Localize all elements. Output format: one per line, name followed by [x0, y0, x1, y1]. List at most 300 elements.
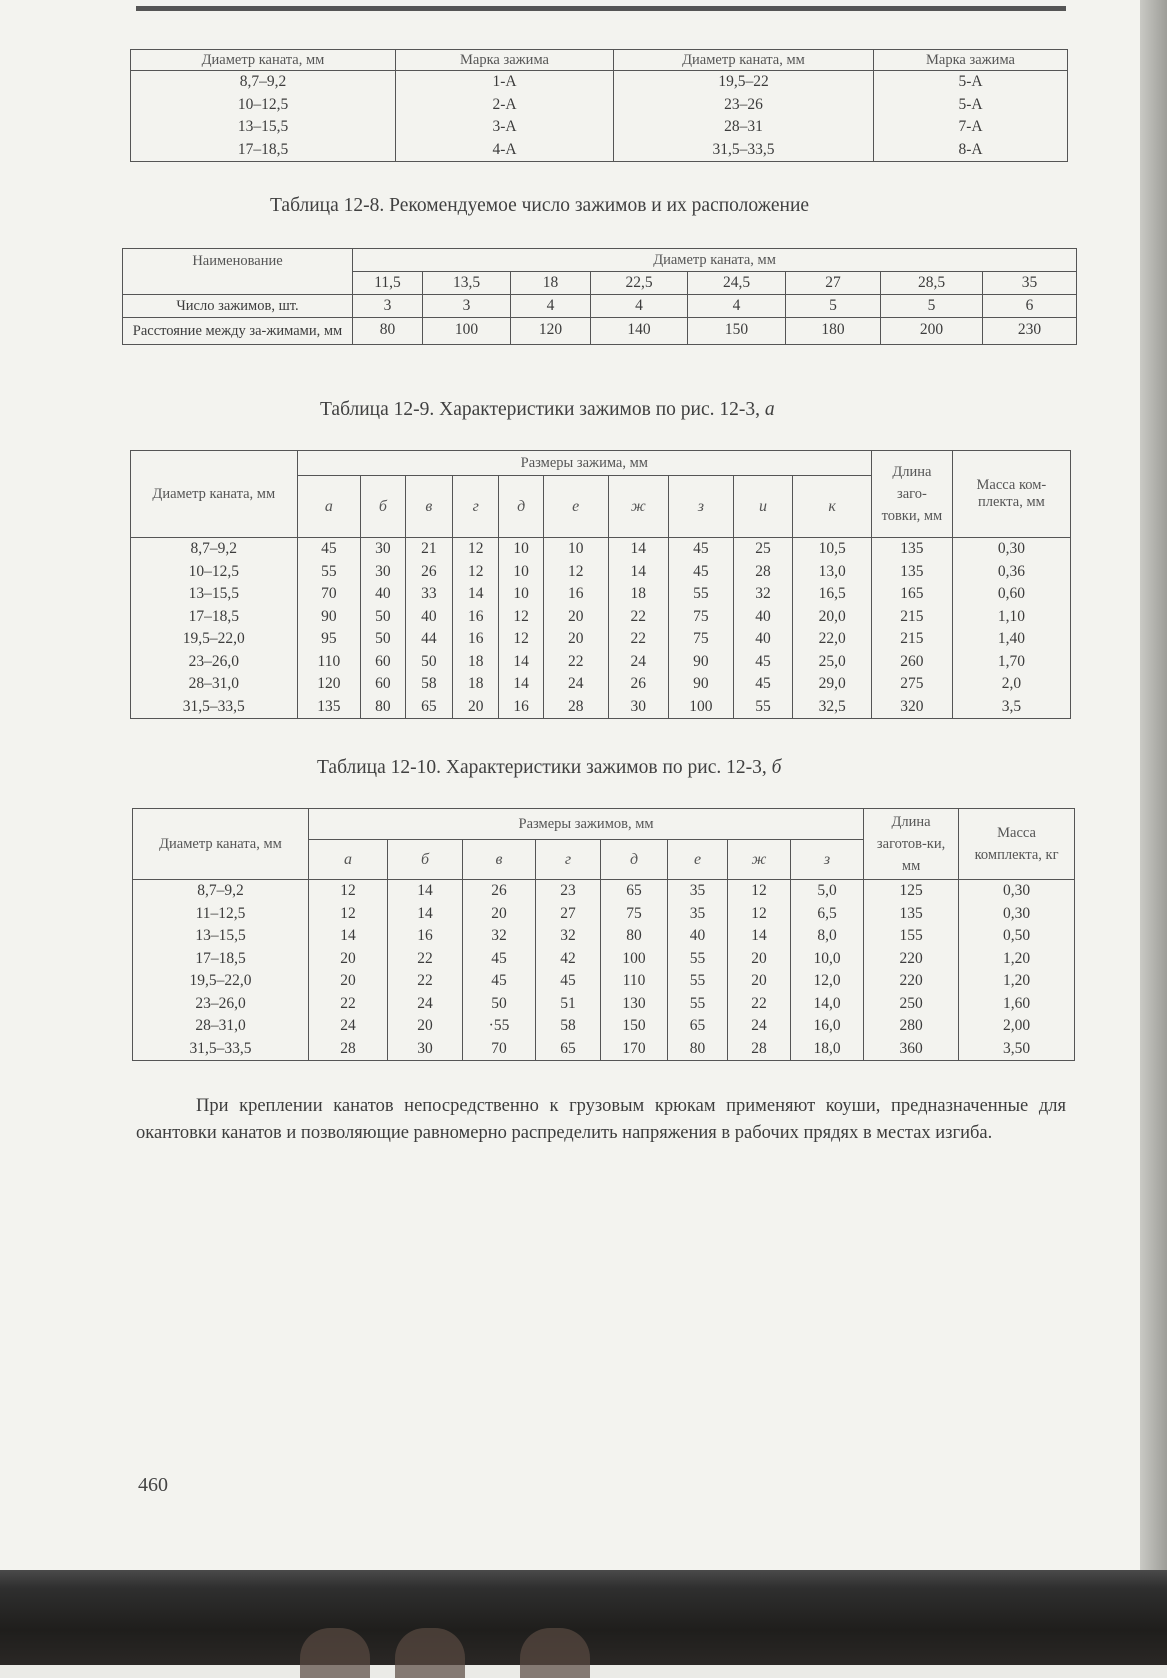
table-cell: 130 — [601, 993, 668, 1016]
table-cell: 13–15,5 — [131, 116, 396, 139]
table-cell: 28 — [309, 1038, 388, 1061]
diameter-header: Диаметр каната, мм — [353, 249, 1077, 272]
column-letter: д — [601, 840, 668, 880]
table-cell: 32 — [536, 925, 601, 948]
header-cell: Диаметр каната, мм — [131, 50, 396, 71]
table-row — [133, 1015, 1075, 1038]
table-cell: 1,20 — [959, 948, 1075, 971]
table-row — [131, 651, 1071, 674]
finger-shadow — [395, 1628, 465, 1678]
table-cell: 4 — [688, 295, 786, 318]
table-cell: 16 — [388, 925, 463, 948]
table-cell: 44 — [405, 628, 452, 651]
table-cell: 215 — [872, 606, 953, 629]
table-12-10-caption — [317, 757, 781, 779]
table-cell: 155 — [864, 925, 959, 948]
table-cell: 55 — [668, 970, 728, 993]
table-cell: 65 — [668, 1015, 728, 1038]
table-cell: 3,5 — [952, 696, 1070, 719]
table-cell: 29,0 — [793, 673, 872, 696]
table-cell: 32,5 — [793, 696, 872, 719]
table-cell: 20 — [543, 606, 608, 629]
table-12-9-caption — [320, 399, 775, 421]
table-cell: 23–26,0 — [131, 651, 298, 674]
table-cell: 45 — [297, 538, 361, 561]
table-row — [131, 139, 1068, 162]
table-row — [133, 948, 1075, 971]
table-cell: 28–31,0 — [131, 673, 298, 696]
table-row — [131, 561, 1071, 584]
table-row — [131, 696, 1071, 719]
table-cell: 0,30 — [952, 538, 1070, 561]
column-letter: в — [405, 476, 452, 538]
table-cell: 10 — [499, 583, 543, 606]
table-cell: 5-А — [874, 94, 1068, 117]
table-cell: 90 — [669, 673, 734, 696]
table-cell: 14 — [453, 583, 499, 606]
table-cell: 12,0 — [791, 970, 864, 993]
table-cell: 4 — [511, 295, 591, 318]
table-cell: 14 — [608, 538, 669, 561]
table-cell: 6 — [983, 295, 1077, 318]
diameter-cell: 18 — [511, 272, 591, 295]
table-cell: 55 — [669, 583, 734, 606]
table-cell: 16 — [499, 696, 543, 719]
table-cell: 150 — [688, 318, 786, 345]
table-cell: 1,70 — [952, 651, 1070, 674]
table-cell: 27 — [536, 903, 601, 926]
table-cell: 215 — [872, 628, 953, 651]
column-letter: д — [499, 476, 543, 538]
table-cell: 16,5 — [793, 583, 872, 606]
header-cell: Марка зажима — [396, 50, 614, 71]
table-cell: 45 — [669, 538, 734, 561]
body-paragraph: При креплении канатов непосредственно к грузовым крюкам применяют коуши, предназначенные для окантовки канатов и позволяющие равномерно распределить напряжения в рабочих прядях в местах изгиба. — [136, 1096, 1066, 1143]
column-letter: г — [536, 840, 601, 880]
table-cell: 10,0 — [791, 948, 864, 971]
column-letter: з — [791, 840, 864, 880]
table-cell: 19,5–22 — [614, 71, 874, 94]
table-cell: 23–26,0 — [133, 993, 309, 1016]
table-cell: 20 — [309, 948, 388, 971]
table-cell: 20 — [728, 970, 791, 993]
table-cell: 5-А — [874, 71, 1068, 94]
table-cell: 14 — [499, 651, 543, 674]
table-cell: 30 — [388, 1038, 463, 1061]
caption-text: Таблица 12-10. Характеристики зажимов по рис. 12-3, — [317, 757, 772, 778]
name-header: Наименование — [123, 249, 353, 295]
table-cell: 35 — [668, 903, 728, 926]
table-cell: 10,5 — [793, 538, 872, 561]
table-row — [131, 606, 1071, 629]
table-cell: 135 — [872, 538, 953, 561]
table-cell: 70 — [463, 1038, 536, 1061]
page-number: 460 — [138, 1474, 168, 1496]
table-row — [131, 116, 1068, 139]
sizes-header: Размеры зажимов, мм — [309, 809, 864, 840]
table-cell: 16 — [453, 606, 499, 629]
table-cell: 11–12,5 — [133, 903, 309, 926]
table-cell: 40 — [668, 925, 728, 948]
table-cell: 0,30 — [959, 903, 1075, 926]
table-cell: 45 — [733, 651, 793, 674]
table-row — [131, 628, 1071, 651]
diameter-cell: 27 — [786, 272, 881, 295]
table-cell: 0,36 — [952, 561, 1070, 584]
table-cell: 12 — [543, 561, 608, 584]
table-cell: 110 — [601, 970, 668, 993]
table-cell: 45 — [463, 970, 536, 993]
table-cell: 0,30 — [959, 880, 1075, 903]
sizes-header: Размеры зажима, мм — [297, 451, 871, 476]
table-cell: 80 — [361, 696, 405, 719]
table-cell: 22 — [608, 628, 669, 651]
table-cell: 2-А — [396, 94, 614, 117]
table-cell: 280 — [864, 1015, 959, 1038]
table-cell: 320 — [872, 696, 953, 719]
table-cell: 55 — [668, 993, 728, 1016]
page-edge-shadow — [1140, 0, 1167, 1570]
table-cell: 65 — [405, 696, 452, 719]
table-cell: 80 — [601, 925, 668, 948]
table-cell: 16 — [543, 583, 608, 606]
table-row — [133, 970, 1075, 993]
table-cell: 150 — [601, 1015, 668, 1038]
table-cell: 13,0 — [793, 561, 872, 584]
column-letter: а — [297, 476, 361, 538]
clamp-brand-table — [130, 49, 1068, 162]
table-cell: 45 — [733, 673, 793, 696]
table-cell: 16 — [453, 628, 499, 651]
table-cell: 7-А — [874, 116, 1068, 139]
mass-header: Масса комплекта, кг — [959, 809, 1075, 880]
table-cell: 30 — [608, 696, 669, 719]
table-cell: 55 — [668, 948, 728, 971]
table-cell: 8-А — [874, 139, 1068, 162]
table-cell: 22,0 — [793, 628, 872, 651]
table-cell: 50 — [361, 606, 405, 629]
table-cell: 6,5 — [791, 903, 864, 926]
table-cell: 22 — [388, 948, 463, 971]
table-cell: 23 — [536, 880, 601, 903]
table-cell: 22 — [543, 651, 608, 674]
header-cell: Марка зажима — [874, 50, 1068, 71]
table-cell: 95 — [297, 628, 361, 651]
column-letter: б — [388, 840, 463, 880]
table-cell: 75 — [669, 606, 734, 629]
table-cell: 50 — [405, 651, 452, 674]
table-cell: 75 — [669, 628, 734, 651]
table-cell: 3,50 — [959, 1038, 1075, 1061]
table-cell: 2,00 — [959, 1015, 1075, 1038]
column-letter: и — [733, 476, 793, 538]
table-cell: 45 — [463, 948, 536, 971]
table-cell: 18 — [453, 673, 499, 696]
table-cell: 80 — [668, 1038, 728, 1061]
table-cell: 90 — [297, 606, 361, 629]
table-cell: 22 — [608, 606, 669, 629]
table-cell: 5 — [786, 295, 881, 318]
table-cell: 1,60 — [959, 993, 1075, 1016]
table-cell: 14,0 — [791, 993, 864, 1016]
column-letter: к — [793, 476, 872, 538]
table-cell: 24 — [728, 1015, 791, 1038]
table-row — [133, 880, 1075, 903]
table-cell: 10 — [499, 538, 543, 561]
table-header-row — [131, 50, 1068, 71]
table-cell: 8,7–9,2 — [131, 538, 298, 561]
table-cell: 16,0 — [791, 1015, 864, 1038]
table-cell: 125 — [864, 880, 959, 903]
table-cell: 26 — [463, 880, 536, 903]
table-cell: 35 — [668, 880, 728, 903]
length-header: Длина заготов-ки, мм — [864, 809, 959, 880]
table-cell: ·55 — [463, 1015, 536, 1038]
table-cell: 10–12,5 — [131, 561, 298, 584]
table-cell: 24 — [543, 673, 608, 696]
table-cell: 40 — [361, 583, 405, 606]
table-cell: 31,5–33,5 — [131, 696, 298, 719]
diameter-cell: 22,5 — [591, 272, 688, 295]
table-cell: 8,0 — [791, 925, 864, 948]
table-cell: 4-А — [396, 139, 614, 162]
table-cell: 28–31,0 — [133, 1015, 309, 1038]
caption-letter: а — [764, 399, 775, 420]
table-cell: 18 — [453, 651, 499, 674]
length-header: Длина заго-товки, мм — [872, 451, 953, 538]
table-cell: 80 — [353, 318, 423, 345]
finger-shadow — [520, 1628, 590, 1678]
table-row — [131, 94, 1068, 117]
table-cell: 200 — [881, 318, 983, 345]
table-cell: 30 — [361, 561, 405, 584]
table-cell: 20 — [309, 970, 388, 993]
row-label: Число зажимов, шт. — [123, 295, 353, 318]
header-cell: Диаметр каната, мм — [614, 50, 874, 71]
table-cell: 0,50 — [959, 925, 1075, 948]
table-cell: 0,60 — [952, 583, 1070, 606]
table-cell: 250 — [864, 993, 959, 1016]
table-cell: 28 — [728, 1038, 791, 1061]
table-cell: 1,20 — [959, 970, 1075, 993]
table-cell: 21 — [405, 538, 452, 561]
table-cell: 55 — [733, 696, 793, 719]
table-cell: 45 — [536, 970, 601, 993]
diameter-header: Диаметр каната, мм — [131, 451, 298, 538]
table-cell: 24 — [309, 1015, 388, 1038]
table-cell: 10 — [543, 538, 608, 561]
table-12-8-caption: Таблица 12-8. Рекомендуемое число зажимов и их расположение — [270, 195, 810, 216]
table-cell: 14 — [608, 561, 669, 584]
column-letter: а — [309, 840, 388, 880]
table-cell: 220 — [864, 970, 959, 993]
table-cell: 22 — [309, 993, 388, 1016]
table-cell: 58 — [536, 1015, 601, 1038]
finger-shadow — [300, 1628, 370, 1678]
diameter-cell: 11,5 — [353, 272, 423, 295]
table-12-9 — [130, 450, 1071, 719]
column-letter: г — [453, 476, 499, 538]
table-cell: 60 — [361, 651, 405, 674]
table-row — [131, 583, 1071, 606]
table-cell: 20 — [463, 903, 536, 926]
table-cell: 20 — [388, 1015, 463, 1038]
table-cell: 100 — [423, 318, 511, 345]
table-cell: 65 — [536, 1038, 601, 1061]
table-row — [133, 925, 1075, 948]
table-cell: 40 — [733, 628, 793, 651]
table-cell: 31,5–33,5 — [614, 139, 874, 162]
table-cell: 14 — [728, 925, 791, 948]
table-cell: 4 — [591, 295, 688, 318]
table-cell: 25,0 — [793, 651, 872, 674]
column-letter: б — [361, 476, 405, 538]
table-cell: 5,0 — [791, 880, 864, 903]
table-cell: 70 — [297, 583, 361, 606]
table-cell: 260 — [872, 651, 953, 674]
table-cell: 110 — [297, 651, 361, 674]
table-cell: 40 — [733, 606, 793, 629]
diameter-cell: 35 — [983, 272, 1077, 295]
table-cell: 3 — [353, 295, 423, 318]
table-cell: 20,0 — [793, 606, 872, 629]
table-row — [133, 903, 1075, 926]
table-cell: 65 — [601, 880, 668, 903]
diameter-cell: 28,5 — [881, 272, 983, 295]
table-row — [131, 71, 1068, 94]
table-cell: 22 — [388, 970, 463, 993]
table-cell: 18,0 — [791, 1038, 864, 1061]
table-cell: 26 — [405, 561, 452, 584]
table-cell: 120 — [511, 318, 591, 345]
column-letter: е — [543, 476, 608, 538]
table-cell: 12 — [728, 880, 791, 903]
column-letter: в — [463, 840, 536, 880]
table-cell: 31,5–33,5 — [133, 1038, 309, 1061]
table-cell: 5 — [881, 295, 983, 318]
table-cell: 10–12,5 — [131, 94, 396, 117]
table-cell: 32 — [733, 583, 793, 606]
table-cell: 3-А — [396, 116, 614, 139]
table-cell: 230 — [983, 318, 1077, 345]
table-cell: 22 — [728, 993, 791, 1016]
table-cell: 40 — [405, 606, 452, 629]
table-cell: 75 — [601, 903, 668, 926]
table-cell: 1,40 — [952, 628, 1070, 651]
table-cell: 165 — [872, 583, 953, 606]
table-cell: 58 — [405, 673, 452, 696]
table-cell: 33 — [405, 583, 452, 606]
table-cell: 8,7–9,2 — [131, 71, 396, 94]
mass-header: Масса ком-плекта, мм — [952, 451, 1070, 538]
table-cell: 12 — [453, 538, 499, 561]
table-cell: 17–18,5 — [131, 139, 396, 162]
table-cell: 120 — [297, 673, 361, 696]
table-cell: 14 — [388, 903, 463, 926]
column-letter: е — [668, 840, 728, 880]
table-cell: 50 — [361, 628, 405, 651]
table-cell: 19,5–22,0 — [131, 628, 298, 651]
table-cell: 12 — [309, 880, 388, 903]
table-cell: 17–18,5 — [133, 948, 309, 971]
table-cell: 100 — [601, 948, 668, 971]
caption-text: Таблица 12-9. Характеристики зажимов по рис. 12-3, — [320, 399, 765, 420]
table-cell: 14 — [388, 880, 463, 903]
table-cell: 100 — [669, 696, 734, 719]
table-cell: 50 — [463, 993, 536, 1016]
table-row — [131, 673, 1071, 696]
table-cell: 3 — [423, 295, 511, 318]
table-cell: 55 — [297, 561, 361, 584]
table-cell: 12 — [309, 903, 388, 926]
table-cell: 12 — [453, 561, 499, 584]
table-cell: 24 — [388, 993, 463, 1016]
table-cell: 20 — [728, 948, 791, 971]
table-cell: 90 — [669, 651, 734, 674]
table-row — [133, 1038, 1075, 1061]
table-cell: 30 — [361, 538, 405, 561]
row-label: Расстояние между за-жимами, мм — [123, 318, 353, 345]
diameter-header: Диаметр каната, мм — [133, 809, 309, 880]
table-row — [123, 295, 1077, 318]
column-letter: ж — [608, 476, 669, 538]
table-cell: 20 — [543, 628, 608, 651]
table-cell: 220 — [864, 948, 959, 971]
table-cell: 135 — [864, 903, 959, 926]
column-letter: ж — [728, 840, 791, 880]
table-cell: 180 — [786, 318, 881, 345]
table-cell: 23–26 — [614, 94, 874, 117]
table-cell: 18 — [608, 583, 669, 606]
table-cell: 19,5–22,0 — [133, 970, 309, 993]
table-12-8 — [122, 248, 1077, 345]
column-letter: з — [669, 476, 734, 538]
diameter-cell: 24,5 — [688, 272, 786, 295]
table-cell: 25 — [733, 538, 793, 561]
table-cell: 13–15,5 — [133, 925, 309, 948]
table-cell: 1,10 — [952, 606, 1070, 629]
table-cell: 20 — [453, 696, 499, 719]
table-cell: 14 — [499, 673, 543, 696]
table-cell: 26 — [608, 673, 669, 696]
table-cell: 51 — [536, 993, 601, 1016]
table-cell: 1-А — [396, 71, 614, 94]
table-cell: 28 — [733, 561, 793, 584]
table-cell: 12 — [499, 606, 543, 629]
table-row — [123, 318, 1077, 345]
header-rule — [136, 6, 1066, 11]
table-cell: 10 — [499, 561, 543, 584]
table-cell: 28 — [543, 696, 608, 719]
table-cell: 135 — [297, 696, 361, 719]
table-cell: 45 — [669, 561, 734, 584]
table-cell: 32 — [463, 925, 536, 948]
table-cell: 135 — [872, 561, 953, 584]
table-cell: 2,0 — [952, 673, 1070, 696]
table-12-10 — [132, 808, 1075, 1061]
table-cell: 60 — [361, 673, 405, 696]
table-cell: 17–18,5 — [131, 606, 298, 629]
table-row — [131, 538, 1071, 561]
table-cell: 12 — [499, 628, 543, 651]
table-cell: 275 — [872, 673, 953, 696]
table-cell: 28–31 — [614, 116, 874, 139]
diameter-cell: 13,5 — [423, 272, 511, 295]
table-cell: 12 — [728, 903, 791, 926]
table-cell: 13–15,5 — [131, 583, 298, 606]
table-cell: 140 — [591, 318, 688, 345]
table-cell: 8,7–9,2 — [133, 880, 309, 903]
